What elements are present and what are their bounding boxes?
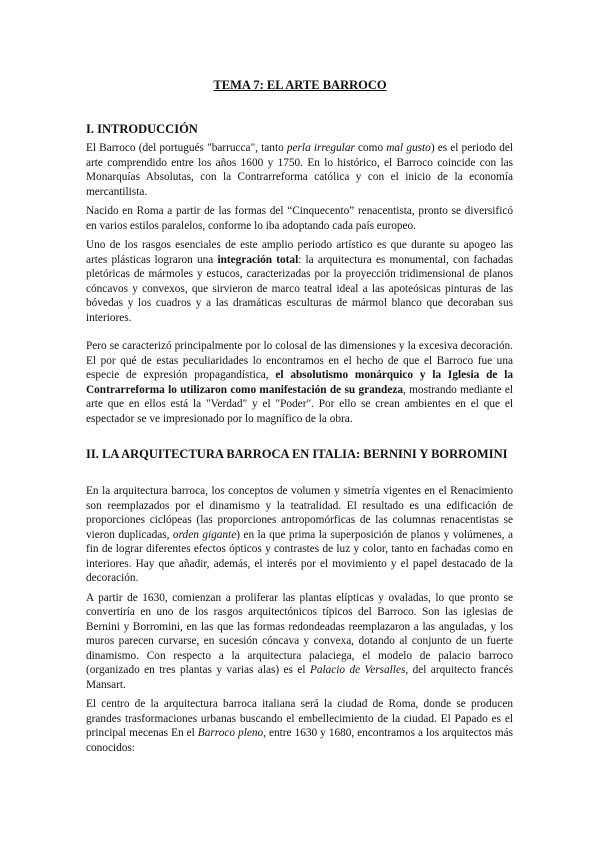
paragraph: Pero se caracterizó principalmente por lo colosal de las dimensiones y la excesiva decoración. El por qué de estas peculiaridades lo encontramos en el hecho de que el Barroco fue una especie de expresión propagandística, el absolutismo monárquico y la Iglesia de la Contrarreforma lo utilizaron como manifestación de su grandeza, mostrando mediante el arte que en ellos está la "Verdad" y el "Poder". Por ello se crean ambientes en el que el espectador se ve impresionado por lo magnífico de la obra.: [86, 340, 513, 425]
section-heading: II. LA ARQUITECTURA BARROCA EN ITALIA: BERNINI Y BORROMINI: [86, 447, 508, 461]
paragraph: A partir de 1630, comienzan a proliferar las plantas elípticas y ovaladas, lo que pronto se convertiría en uno de los rasgos arquitectónicos típicos del Barroco. Son las iglesias de Bernini y Borromini, en las que las formas redondeadas reemplazaron a las anguladas, y los muros parecen curvarse, en sucesión cóncava y convexa, dotando al conjunto de un fuerte dinamismo. Con respecto a la arquitectura palaciega, el modelo de palacio barroco (organizado en tres plantas y varias alas) es el Palacio de Versalles, del arquitecto francés Mansart.: [86, 591, 513, 691]
section-heading: I. INTRODUCCIÓN: [86, 122, 198, 136]
paragraph: En la arquitectura barroca, los conceptos de volumen y simetría vigentes en el Renacimiento son reemplazados por el dinamismo y la teatralidad. El resultado es una edificación de proporciones ciclópeas (las proporciones antropomórficas de las columnas renacentistas se vieron duplicadas, orden gigante) en la que prima la superposición de planos y volúmenes, a fin de lograr diferentes efectos ópticos y contrastes de luz y color, tanto en fachadas como en interiores. Hay que añadir, además, el interés por el movimiento y el papel destacado de la decoración.: [86, 485, 513, 584]
paragraph: Nacido en Roma a partir de las formas del “Cinquecento” renacentista, pronto se diversificó en varios estilos paralelos, conforme lo iba adoptando cada país europeo.: [86, 205, 513, 232]
paragraph: El centro de la arquitectura barroca italiana será la ciudad de Roma, donde se producen grandes trasformaciones urbanas buscando el embellecimiento de la ciudad. El Papado es el principal mecenas En el Barroco pleno, entre 1630 y 1680, encontramos a los arquitectos más conocidos:: [86, 698, 513, 754]
section-introduccion: [86, 121, 513, 426]
paragraph: Uno de los rasgos esenciales de este amplio periodo artístico es que durante su apogeo las artes plásticas lograron una integración total: la arquitectura es monumental, con fachadas pletóricas de mármoles y estucos, caracterizadas por la proyección tridimensional de planos cóncavos y convexos, que sirvieron de marco teatral ideal a las apoteósicas pinturas de las bóvedas y los cuadros y a las dramáticas esculturas de mármol blanco que decoraban sus interiores.: [86, 239, 513, 324]
paragraph: El Barroco (del portugués "barrucca", tanto perla irregular como mal gusto) es el periodo del arte comprendido entre los años 1600 y 1750. En lo histórico, el Barroco coincide con las Monarquías Absolutas, con la Contrarreforma católica y con el inicio de la economía mercantilista.: [86, 142, 513, 198]
section-arquitectura-italia: [86, 446, 513, 755]
document-title: TEMA 7: EL ARTE BARROCO: [213, 78, 387, 92]
